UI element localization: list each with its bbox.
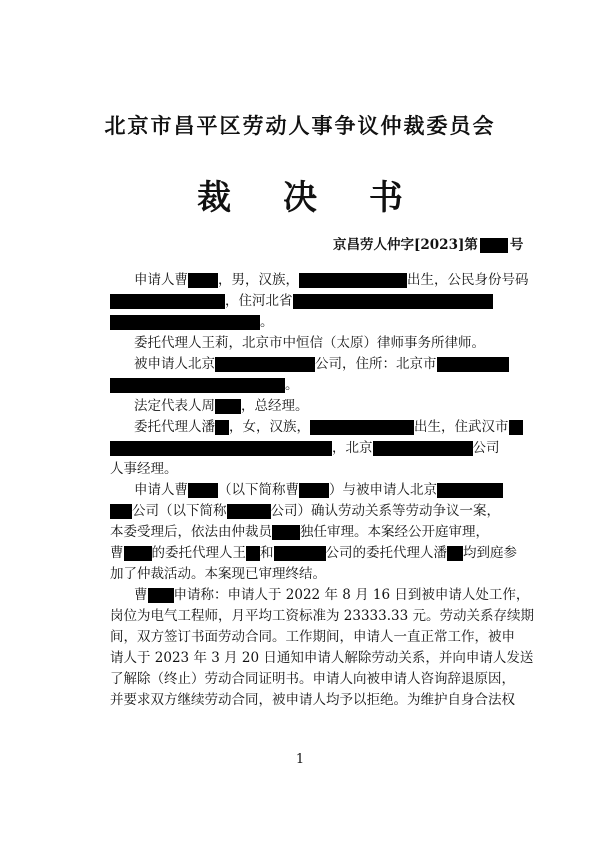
text-span: 本委受理后，依法由仲裁员	[110, 524, 272, 540]
redaction-bar	[437, 357, 509, 372]
redaction-bar	[299, 273, 407, 288]
text-line: 了解除（终止）劳动合同证明书。申请人向被申请人咨询辞退原因，	[110, 671, 515, 687]
title-char-2: 决	[283, 178, 317, 218]
text-line	[134, 586, 529, 604]
text-span: 和	[260, 545, 274, 561]
text-line: 间，双方签订书面劳动合同。工作期间，申请人一直正常工作，被申	[110, 629, 515, 645]
text-line: 委托代理人王莉，北京市中恒信（太原）律师事务所律师。	[134, 335, 485, 351]
document-title	[0, 170, 600, 219]
case-number-prefix: 京昌劳人仲字[2023]第	[333, 237, 478, 253]
redaction-bar	[293, 294, 493, 309]
redaction-bar	[246, 546, 260, 561]
text-line: 加了仲裁活动。本案现已审理终结。	[110, 566, 326, 582]
text-line: 岗位为电气工程师，月平均工资标准为 23333.33 元。劳动关系存续期	[110, 608, 534, 624]
text-span: 公司的委托代理人潘	[325, 545, 447, 561]
text-line	[134, 481, 503, 499]
redaction-bar	[148, 588, 174, 603]
redaction-bar	[299, 483, 329, 498]
text-span: 被申请人北京	[134, 356, 215, 372]
text-line	[134, 418, 523, 436]
text-span: 法定代表人周	[134, 398, 215, 414]
text-span: 公司）确认劳动关系等劳动争议一案，	[270, 503, 500, 519]
text-span: 委托代理人潘	[134, 419, 215, 435]
text-line: 人事经理。	[110, 461, 178, 477]
text-span: （以下简称曹	[218, 482, 299, 498]
text-line	[110, 502, 500, 520]
redaction-bar	[110, 441, 332, 456]
text-span: ，男，汉族，	[218, 272, 299, 288]
text-span: ，女，汉族，	[229, 419, 310, 435]
text-line	[110, 523, 489, 541]
text-span: 申请称：申请人于 2022 年 8 月 16 日到被申请人处工作，	[173, 587, 530, 603]
text-span: ）与被申请人北京	[329, 482, 437, 498]
issuing-organization: 北京市昌平区劳动人事争议仲裁委员会	[104, 113, 496, 138]
title-char-3: 书	[368, 178, 403, 218]
text-line	[134, 355, 509, 373]
redaction-bar	[110, 504, 132, 519]
text-span: 。	[285, 377, 299, 393]
redaction-bar	[509, 420, 523, 435]
redaction-bar	[215, 399, 241, 414]
text-span: 公司，住所：北京市	[315, 356, 437, 372]
text-line	[134, 397, 309, 415]
text-span: 曹	[134, 587, 148, 603]
redaction-bar	[447, 546, 463, 561]
text-span: 。	[260, 314, 274, 330]
text-span: 公司（以下简称	[132, 503, 227, 519]
redaction-bar	[227, 504, 271, 519]
text-line: 并要求双方继续劳动合同，被申请人均予以拒绝。为维护自身合法权	[110, 692, 515, 708]
redaction-bar	[110, 378, 285, 393]
redaction-bar	[124, 546, 152, 561]
text-span: 曹	[110, 545, 124, 561]
text-line: 请人于 2023 年 3 月 20 日通知申请人解除劳动关系，并向申请人发送	[110, 650, 534, 666]
redaction-bar	[437, 483, 503, 498]
text-span: 公司	[472, 440, 500, 456]
redaction-bar	[110, 294, 225, 309]
title-char-1: 裁	[197, 178, 232, 218]
redaction-bar	[310, 420, 414, 435]
text-span: 申请人曹	[134, 272, 188, 288]
text-span: 出生，住武汉市	[414, 419, 509, 435]
text-span: ，北京	[332, 440, 373, 456]
redaction-bar	[215, 420, 229, 435]
text-span: 独任审理。本案经公开庭审理，	[300, 524, 489, 540]
redaction-bar	[188, 273, 218, 288]
text-line	[134, 271, 529, 289]
text-span: 的委托代理人王	[151, 545, 246, 561]
redaction-bar	[373, 441, 473, 456]
case-number	[333, 233, 523, 253]
text-span: ，住河北省	[225, 293, 293, 309]
redaction-bar	[110, 315, 260, 330]
text-line	[110, 544, 517, 562]
text-line	[110, 376, 299, 394]
text-line	[110, 292, 493, 310]
redaction-bar	[272, 525, 300, 540]
text-line	[110, 313, 274, 331]
text-span: ，总经理。	[241, 398, 309, 414]
redaction-bar	[480, 238, 508, 253]
redaction-bar	[188, 483, 218, 498]
redaction-bar	[215, 357, 315, 372]
text-span: 均到庭参	[463, 545, 517, 561]
redaction-bar	[274, 546, 326, 561]
text-span: 出生，公民身份号码	[407, 272, 529, 288]
text-span: 申请人曹	[134, 482, 188, 498]
page-number: 1	[295, 752, 305, 767]
text-line	[110, 439, 500, 457]
case-number-suffix: 号	[509, 237, 524, 253]
